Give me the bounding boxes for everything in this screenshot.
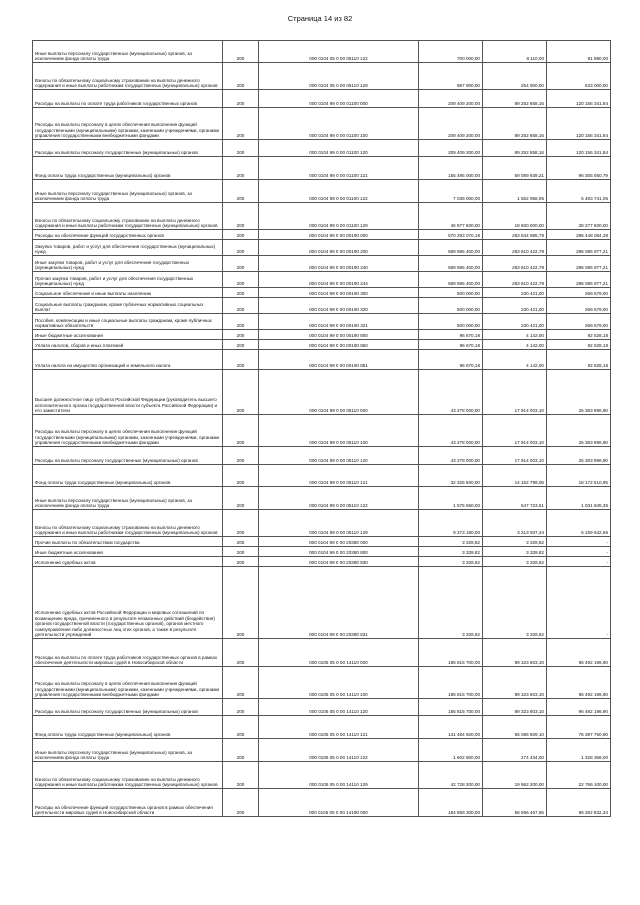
row-executed-amount-cell: 17 914 003,10 (483, 370, 547, 415)
row-approved-amount-cell: 141 484 600,00 (419, 716, 483, 739)
row-name-cell: Уплата налога на имущество организаций и земельного налога (33, 350, 223, 370)
table-row (33, 537, 611, 547)
row-unexecuted-amount-cell: 96 492 196,90 (547, 639, 611, 667)
row-unexecuted-amount-cell: 269 579,00 (547, 298, 611, 314)
row-unexecuted-amount-cell: 120 156 341,84 (547, 140, 611, 157)
row-code-cell: 200 (223, 557, 259, 567)
row-executed-amount-cell: 3 329,82 (483, 557, 547, 567)
table-row (33, 667, 611, 699)
table-row (33, 298, 611, 314)
row-name-cell: Фонд оплаты труда государственных (муниципальных) органов (33, 716, 223, 739)
row-unexecuted-amount-cell: 76 397 760,90 (547, 716, 611, 739)
row-unexecuted-amount-cell: - (547, 547, 611, 557)
row-approved-amount-cell: 570 293 070,18 (419, 230, 483, 240)
row-classification-cell: 000 0104 99 0 00 01100 100 (259, 108, 419, 140)
row-classification-cell: 000 0105 05 0 00 14110 129 (259, 762, 419, 789)
row-unexecuted-amount-cell: - (547, 537, 611, 547)
row-approved-amount-cell: 1 602 800,00 (419, 739, 483, 762)
row-classification-cell: 000 0104 99 0 00 00190 800 (259, 330, 419, 340)
row-name-cell: Взносы по обязательному социальному страхованию на выплаты денежного содержания и иные выплаты работникам государственных (муниципальных) органов (33, 762, 223, 789)
table-row (33, 180, 611, 203)
row-code-cell: 200 (223, 41, 259, 63)
row-classification-cell: 000 0104 99 0 00 01100 000 (259, 90, 419, 108)
row-classification-cell: 000 0105 05 0 00 14110 120 (259, 699, 419, 716)
row-name-cell: Иные бюджетные ассигнования (33, 547, 223, 557)
row-code-cell: 200 (223, 157, 259, 180)
table-row (33, 639, 611, 667)
table-row (33, 567, 611, 639)
table-row (33, 272, 611, 288)
table-row (33, 350, 611, 370)
table-row (33, 330, 611, 340)
row-executed-amount-cell: 3 329,82 (483, 547, 547, 557)
row-unexecuted-amount-cell: 120 156 341,84 (547, 108, 611, 140)
row-approved-amount-cell: 569 696 400,00 (419, 256, 483, 272)
row-unexecuted-amount-cell: 22 766 100,00 (547, 762, 611, 789)
row-code-cell: 200 (223, 699, 259, 716)
row-executed-amount-cell: 230 421,00 (483, 288, 547, 298)
row-name-cell: Закупка товаров, работ и услуг для обеспечения государственных (муниципальных) нужд (33, 240, 223, 256)
row-name-cell: Расходы на выплаты по оплате труда работников государственных органов (33, 90, 223, 108)
row-name-cell: Расходы на обеспечение функций государственных органов в рамках обеспечения деятельности мировых судей в Новосибирской области (33, 789, 223, 817)
row-name-cell: Социальные выплаты гражданам, кроме публичных нормативных социальных выплат (33, 298, 223, 314)
row-code-cell: 200 (223, 415, 259, 447)
row-unexecuted-amount-cell: - (547, 567, 611, 639)
row-code-cell: 200 (223, 288, 259, 298)
row-classification-cell: 000 0105 05 0 00 14110 122 (259, 739, 419, 762)
row-name-cell: Взносы по обязательному социальному страхованию на выплаты денежного содержания и иные выплаты работникам государственных (муниципальных) органов (33, 203, 223, 230)
row-classification-cell: 000 0104 99 0 00 00190 320 (259, 298, 419, 314)
row-name-cell: Иные закупки товаров, работ и услуг для обеспечения государственных (муниципальных) нужд (33, 256, 223, 272)
row-unexecuted-amount-cell: 91 890,00 (547, 41, 611, 63)
row-classification-cell: 000 0104 99 0 00 01100 121 (259, 157, 419, 180)
table-row (33, 90, 611, 108)
table-row (33, 63, 611, 90)
row-approved-amount-cell: 500 000,00 (419, 314, 483, 330)
table-row (33, 789, 611, 817)
row-code-cell: 200 (223, 240, 259, 256)
row-unexecuted-amount-cell: 28 277 600,00 (547, 203, 611, 230)
row-executed-amount-cell: 4 142,00 (483, 350, 547, 370)
row-code-cell: 200 (223, 272, 259, 288)
row-name-cell: Расходы на выплаты персоналу государственных (муниципальных) органов (33, 699, 223, 716)
row-approved-amount-cell: 1 575 560,00 (419, 487, 483, 510)
row-classification-cell: 000 0105 05 0 00 14110 100 (259, 667, 419, 699)
row-executed-amount-cell: 547 723,51 (483, 487, 547, 510)
row-classification-cell: 000 0104 99 0 00 01100 129 (259, 203, 419, 230)
row-approved-amount-cell: 3 329,82 (419, 537, 483, 547)
row-executed-amount-cell: 89 252 858,16 (483, 90, 547, 108)
row-name-cell: Иные бюджетные ассигнования (33, 330, 223, 340)
row-classification-cell: 000 0104 99 0 00 01100 120 (259, 140, 419, 157)
row-approved-amount-cell: 154 859 300,00 (419, 789, 483, 817)
row-code-cell: 200 (223, 330, 259, 340)
row-unexecuted-amount-cell: 18 172 510,95 (547, 465, 611, 487)
row-unexecuted-amount-cell: 92 528,18 (547, 340, 611, 350)
row-executed-amount-cell: 3 329,82 (483, 537, 547, 547)
row-code-cell: 200 (223, 370, 259, 415)
row-classification-cell: 000 0104 99 0 00 05110 000 (259, 370, 419, 415)
row-approved-amount-cell: 96 670,18 (419, 350, 483, 370)
row-executed-amount-cell: 283 610 422,79 (483, 240, 547, 256)
row-code-cell: 200 (223, 667, 259, 699)
row-executed-amount-cell: 59 089 939,21 (483, 157, 547, 180)
row-name-cell: Исполнение судебных актов (33, 557, 223, 567)
row-unexecuted-amount-cell: 1 328 366,00 (547, 739, 611, 762)
row-name-cell: Пособия, компенсации и иные социальные выплаты гражданам, кроме публичных нормативных обязательств (33, 314, 223, 330)
row-approved-amount-cell: 9 373 180,00 (419, 510, 483, 537)
row-code-cell: 200 (223, 567, 259, 639)
table-row (33, 762, 611, 789)
row-name-cell: Взносы по обязательному социальному страхованию на выплаты денежного содержания и иные выплаты работникам государственных (муниципальных) органов (33, 63, 223, 90)
table-row (33, 256, 611, 272)
row-unexecuted-amount-cell: 286 085 977,21 (547, 256, 611, 272)
row-code-cell: 200 (223, 789, 259, 817)
row-name-cell: Расходы на выплаты персоналу в целях обеспечения выполнения функций государственными (муниципальными) органами, казенными учреждениями, органами управления государственными внебюджетными фондами (33, 415, 223, 447)
row-classification-cell: 000 0104 99 0 00 05110 100 (259, 415, 419, 447)
row-executed-amount-cell: 89 323 603,10 (483, 639, 547, 667)
row-name-cell: Высшее должностное лицо субъекта Российской Федерации (руководитель высшего исполнительного органа государственной власти субъекта Российской Федерации) и его заместители (33, 370, 223, 415)
row-unexecuted-amount-cell: 96 262 832,34 (547, 789, 611, 817)
table-row (33, 288, 611, 298)
row-unexecuted-amount-cell: 96 492 196,90 (547, 699, 611, 716)
row-executed-amount-cell: 18 600 000,00 (483, 203, 547, 230)
row-approved-amount-cell: 155 495 000,00 (419, 157, 483, 180)
row-approved-amount-cell: 185 815 700,00 (419, 667, 483, 699)
table-row (33, 230, 611, 240)
row-unexecuted-amount-cell: 633 000,00 (547, 63, 611, 90)
row-unexecuted-amount-cell: 92 528,18 (547, 330, 611, 340)
row-approved-amount-cell: 569 696 400,00 (419, 240, 483, 256)
row-executed-amount-cell: 283 610 422,79 (483, 256, 547, 272)
row-unexecuted-amount-cell: 25 363 996,90 (547, 415, 611, 447)
row-classification-cell: 000 0104 05 0 00 05110 122 (259, 41, 419, 63)
row-approved-amount-cell: 7 036 000,00 (419, 180, 483, 203)
row-code-cell: 200 (223, 487, 259, 510)
row-approved-amount-cell: 43 278 000,00 (419, 415, 483, 447)
row-classification-cell: 000 0104 99 0 00 00190 200 (259, 240, 419, 256)
row-classification-cell: 000 0104 99 0 00 20380 831 (259, 567, 419, 639)
row-code-cell: 200 (223, 350, 259, 370)
table-row (33, 447, 611, 465)
row-approved-amount-cell: 500 000,00 (419, 298, 483, 314)
row-executed-amount-cell: 89 252 858,16 (483, 140, 547, 157)
row-executed-amount-cell: 4 142,00 (483, 330, 547, 340)
row-name-cell: Иные выплаты персоналу государственных (муниципальных) органов, за исключением фонда оплаты труда (33, 180, 223, 203)
row-code-cell: 200 (223, 739, 259, 762)
row-code-cell: 200 (223, 537, 259, 547)
row-code-cell: 200 (223, 510, 259, 537)
row-code-cell: 200 (223, 639, 259, 667)
row-name-cell: Уплата налогов, сборов и иных платежей (33, 340, 223, 350)
row-code-cell: 200 (223, 256, 259, 272)
row-classification-cell: 000 0105 05 0 00 14190 000 (259, 789, 419, 817)
page-number-label: Страница 14 из 82 (287, 14, 353, 23)
row-name-cell: Расходы на обеспечение функций государственных органов (33, 230, 223, 240)
row-unexecuted-amount-cell: 269 579,00 (547, 314, 611, 330)
row-name-cell: Фонд оплаты труда государственных (муниципальных) органов (33, 157, 223, 180)
row-approved-amount-cell: 3 329,82 (419, 547, 483, 557)
row-code-cell: 200 (223, 90, 259, 108)
row-code-cell: 200 (223, 298, 259, 314)
row-name-cell: Прочая закупка товаров, работ и услуг для обеспечения государственных (муниципальных) нужд (33, 272, 223, 288)
row-name-cell: Расходы на выплаты персоналу в целях обеспечения выполнения функций государственными (муниципальными) органами, казенными учреждениями, органами управления государственными внебюджетными фондами (33, 108, 223, 140)
row-classification-cell: 000 0104 99 0 00 00190 240 (259, 256, 419, 272)
row-classification-cell: 000 0104 99 0 00 00190 850 (259, 340, 419, 350)
row-executed-amount-cell: 1 552 958,95 (483, 180, 547, 203)
row-classification-cell: 000 0104 99 0 00 20380 830 (259, 557, 419, 567)
page-header (0, 14, 640, 23)
row-executed-amount-cell: 65 086 809,10 (483, 716, 547, 739)
row-classification-cell: 000 0104 99 0 00 00190 244 (259, 272, 419, 288)
row-name-cell: Расходы на выплаты персоналу в целях обеспечения выполнения функций государственными (муниципальными) органами, казенными учреждениями, органами управления государственными внебюджетными фондами (33, 667, 223, 699)
row-executed-amount-cell: 17 914 003,10 (483, 447, 547, 465)
row-code-cell: 200 (223, 108, 259, 140)
row-code-cell: 200 (223, 63, 259, 90)
table-row (33, 41, 611, 63)
row-approved-amount-cell: 96 670,18 (419, 340, 483, 350)
row-name-cell: Взносы по обязательному социальному страхованию на выплаты денежного содержания и иные выплаты работникам государственных (муниципальных) органов (33, 510, 223, 537)
row-executed-amount-cell: 254 900,00 (483, 63, 547, 90)
row-name-cell: Иные выплаты персоналу государственных (муниципальных) органов, за исключением фонда оплаты труда (33, 41, 223, 63)
row-code-cell: 200 (223, 203, 259, 230)
row-approved-amount-cell: 887 900,00 (419, 63, 483, 90)
row-executed-amount-cell: 230 421,00 (483, 314, 547, 330)
row-code-cell: 200 (223, 716, 259, 739)
table-row (33, 370, 611, 415)
row-executed-amount-cell: 283 610 422,79 (483, 272, 547, 288)
row-executed-amount-cell: 3 329,82 (483, 567, 547, 639)
row-executed-amount-cell: 14 152 799,05 (483, 465, 547, 487)
table-row (33, 140, 611, 157)
row-classification-cell: 000 0105 05 0 00 14110 000 (259, 639, 419, 667)
table-body (33, 41, 611, 817)
row-classification-cell: 000 0104 99 0 00 00190 000 (259, 230, 419, 240)
row-unexecuted-amount-cell: 92 528,18 (547, 350, 611, 370)
row-name-cell: Иные выплаты персоналу государственных (муниципальных) органов, за исключением фонда оплаты труда (33, 487, 223, 510)
row-executed-amount-cell: 89 252 858,16 (483, 108, 547, 140)
table-row (33, 157, 611, 180)
row-classification-cell: 000 0104 99 0 00 05110 122 (259, 487, 419, 510)
row-approved-amount-cell: 209 409 200,00 (419, 108, 483, 140)
row-approved-amount-cell: 209 409 200,00 (419, 90, 483, 108)
table-row (33, 487, 611, 510)
row-unexecuted-amount-cell: 120 156 341,84 (547, 90, 611, 108)
row-executed-amount-cell: 230 421,00 (483, 298, 547, 314)
table-row (33, 557, 611, 567)
row-classification-cell: 000 0104 05 0 00 05110 129 (259, 63, 419, 90)
row-name-cell: Фонд оплаты труда государственных (муниципальных) органов (33, 465, 223, 487)
row-unexecuted-amount-cell: 1 031 845,36 (547, 487, 611, 510)
row-classification-cell: 000 0104 99 0 00 00190 300 (259, 288, 419, 298)
row-executed-amount-cell: 58 596 467,66 (483, 789, 547, 817)
row-unexecuted-amount-cell: 96 305 060,79 (547, 157, 611, 180)
row-classification-cell: 000 0104 99 0 00 00190 321 (259, 314, 419, 330)
table-row (33, 716, 611, 739)
row-code-cell: 200 (223, 340, 259, 350)
row-executed-amount-cell: 89 323 603,10 (483, 699, 547, 716)
row-executed-amount-cell: 19 962 200,00 (483, 762, 547, 789)
table-row (33, 510, 611, 537)
row-executed-amount-cell: 4 142,00 (483, 340, 547, 350)
table-row (33, 108, 611, 140)
table-row (33, 240, 611, 256)
row-approved-amount-cell: 3 329,82 (419, 567, 483, 639)
row-approved-amount-cell: 43 278 000,00 (419, 370, 483, 415)
row-approved-amount-cell: 46 877 600,00 (419, 203, 483, 230)
row-code-cell: 200 (223, 447, 259, 465)
row-executed-amount-cell: 3 213 937,44 (483, 510, 547, 537)
row-name-cell: Прочие выплаты по обязательствам государства (33, 537, 223, 547)
row-unexecuted-amount-cell: 96 492 196,90 (547, 667, 611, 699)
row-code-cell: 200 (223, 180, 259, 203)
row-name-cell: Иные выплаты персоналу государственных (муниципальных) органов, за исключением фонда оплаты труда (33, 739, 223, 762)
row-code-cell: 200 (223, 465, 259, 487)
table-row (33, 340, 611, 350)
row-classification-cell: 000 0104 99 0 00 05110 120 (259, 447, 419, 465)
row-unexecuted-amount-cell: 25 363 996,90 (547, 370, 611, 415)
table-row (33, 699, 611, 716)
row-classification-cell: 000 0104 99 0 00 20380 800 (259, 547, 419, 557)
row-classification-cell: 000 0105 05 0 00 14110 121 (259, 716, 419, 739)
row-code-cell: 200 (223, 547, 259, 557)
table-row (33, 547, 611, 557)
row-approved-amount-cell: 3 329,82 (419, 557, 483, 567)
row-approved-amount-cell: 42 728 300,00 (419, 762, 483, 789)
row-approved-amount-cell: 209 409 200,00 (419, 140, 483, 157)
row-executed-amount-cell: 274 434,00 (483, 739, 547, 762)
row-unexecuted-amount-cell: 269 579,00 (547, 288, 611, 298)
row-unexecuted-amount-cell: 286 085 977,21 (547, 240, 611, 256)
budget-execution-table (32, 40, 611, 817)
row-classification-cell: 000 0104 99 0 00 20380 000 (259, 537, 419, 547)
row-unexecuted-amount-cell: 286 448 084,39 (547, 230, 611, 240)
table-row (33, 314, 611, 330)
row-executed-amount-cell: 283 844 985,79 (483, 230, 547, 240)
table-row (33, 203, 611, 230)
row-name-cell: Социальное обеспечение и иные выплаты населению (33, 288, 223, 298)
table-row (33, 739, 611, 762)
table-row (33, 415, 611, 447)
row-code-cell: 200 (223, 762, 259, 789)
row-code-cell: 200 (223, 314, 259, 330)
row-approved-amount-cell: 185 815 700,00 (419, 639, 483, 667)
row-unexecuted-amount-cell: 25 363 996,90 (547, 447, 611, 465)
row-classification-cell: 000 0104 99 0 00 05110 121 (259, 465, 419, 487)
row-executed-amount-cell: 17 914 003,10 (483, 415, 547, 447)
row-code-cell: 200 (223, 230, 259, 240)
row-unexecuted-amount-cell: 286 085 977,21 (547, 272, 611, 288)
row-name-cell: Исполнение судебных актов Российской Федерации и мировых соглашений по возмещению вреда, причиненного в результате незаконных действий (бездействия) органов государственной власти (государственных органов), органов местного самоуправления либо должностных лиц этих органов, а также в результате деятельности учреждений (33, 567, 223, 639)
row-unexecuted-amount-cell: 6 159 642,56 (547, 510, 611, 537)
row-name-cell: Расходы на выплаты по оплате труда работников государственных органов в рамках обеспечения деятельности мировых судей в Новосибирской области (33, 639, 223, 667)
row-approved-amount-cell: 569 696 400,00 (419, 272, 483, 288)
row-unexecuted-amount-cell: 5 483 741,05 (547, 180, 611, 203)
row-approved-amount-cell: 96 670,18 (419, 330, 483, 340)
row-executed-amount-cell: 89 323 603,10 (483, 667, 547, 699)
row-executed-amount-cell: 8 110,00 (483, 41, 547, 63)
row-approved-amount-cell: 32 325 500,00 (419, 465, 483, 487)
row-name-cell: Расходы на выплаты персоналу государственных (муниципальных) органов (33, 140, 223, 157)
row-approved-amount-cell: 500 000,00 (419, 288, 483, 298)
row-classification-cell: 000 0104 99 0 00 05110 129 (259, 510, 419, 537)
row-approved-amount-cell: 700 000,00 (419, 41, 483, 63)
row-classification-cell: 000 0104 99 0 00 01100 122 (259, 180, 419, 203)
table-row (33, 465, 611, 487)
row-approved-amount-cell: 185 815 700,00 (419, 699, 483, 716)
row-classification-cell: 000 0104 99 0 00 00190 851 (259, 350, 419, 370)
row-name-cell: Расходы на выплаты персоналу государственных (муниципальных) органов (33, 447, 223, 465)
row-approved-amount-cell: 43 278 000,00 (419, 447, 483, 465)
row-code-cell: 200 (223, 140, 259, 157)
row-unexecuted-amount-cell: - (547, 557, 611, 567)
